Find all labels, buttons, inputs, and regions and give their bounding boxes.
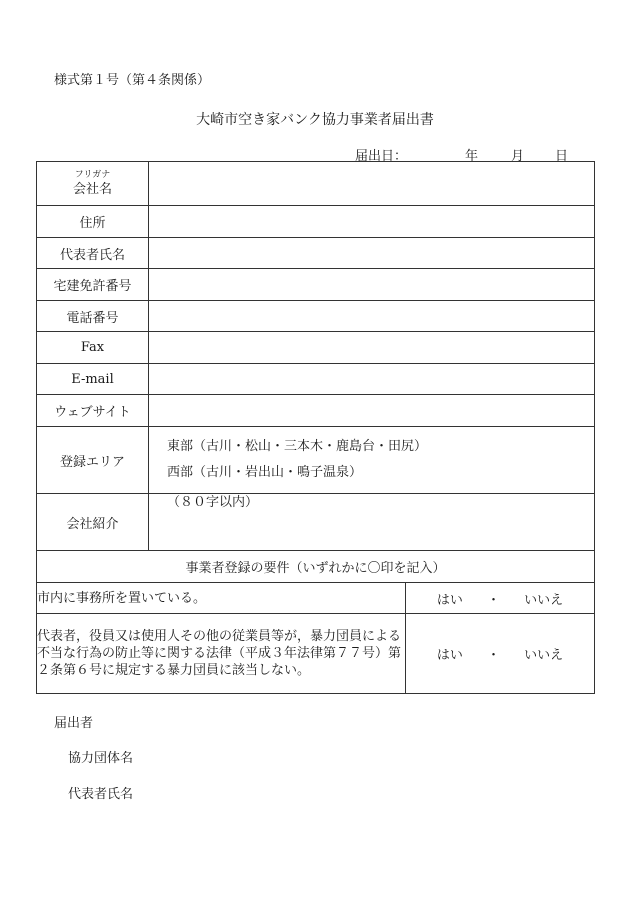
email-label: E-mail xyxy=(37,364,149,395)
answer-separator: ・ xyxy=(486,592,500,608)
day-label: 日 xyxy=(555,149,569,164)
area-east-option[interactable]: 東部（古川・松山・三本木・鹿島台・田尻） xyxy=(167,439,428,454)
company-name-label: 会社名 xyxy=(72,182,112,197)
requirements-header: 事業者登録の要件（いずれかに〇印を記入） xyxy=(37,551,595,583)
answer-no[interactable]: いいえ xyxy=(524,592,564,608)
fax-field[interactable] xyxy=(149,332,595,364)
fax-label: Fax xyxy=(37,332,149,364)
answer-separator: ・ xyxy=(486,648,500,663)
address-label: 住所 xyxy=(37,206,149,238)
area-west-option[interactable]: 西部（古川・岩出山・鳴子温泉） xyxy=(167,465,363,480)
area-options xyxy=(149,427,595,494)
requirement-office-text: 市内に事務所を置いている。 xyxy=(37,583,406,614)
year-label: 年 xyxy=(465,149,479,164)
phone-label: 電話番号 xyxy=(37,301,149,332)
form-number: 様式第１号（第４条関係） xyxy=(54,73,211,88)
phone-field[interactable] xyxy=(149,301,595,332)
website-field[interactable] xyxy=(149,395,595,427)
requirement-antisocial-answer[interactable] xyxy=(406,614,595,694)
requirement-office-answer[interactable] xyxy=(406,583,595,614)
company-name-label-cell xyxy=(37,162,149,206)
answer-yes[interactable]: はい xyxy=(436,648,463,663)
license-number-label: 宅建免許番号 xyxy=(37,269,149,301)
registration-form-table xyxy=(36,161,595,694)
representative-field[interactable] xyxy=(149,238,595,269)
intro-length-note: （８０字以内） xyxy=(167,494,259,510)
document-title: 大崎市空き家バンク協力事業者届出書 xyxy=(196,112,434,128)
license-number-field[interactable] xyxy=(149,269,595,301)
answer-no[interactable]: いいえ xyxy=(524,648,564,663)
submitter-representative-label: 代表者氏名 xyxy=(68,787,134,802)
submitter-label: 届出者 xyxy=(54,716,94,731)
email-field[interactable] xyxy=(149,364,595,395)
furigana-label: フリガナ xyxy=(74,170,111,180)
company-intro-field[interactable] xyxy=(149,494,595,551)
website-label: ウェブサイト xyxy=(37,395,149,427)
answer-yes[interactable]: はい xyxy=(436,592,463,608)
company-intro-label: 会社紹介 xyxy=(37,494,149,551)
address-field[interactable] xyxy=(149,206,595,238)
area-label: 登録エリア xyxy=(37,427,149,494)
organization-name-label: 協力団体名 xyxy=(68,751,134,766)
representative-label: 代表者氏名 xyxy=(37,238,149,269)
company-name-field[interactable] xyxy=(149,162,595,206)
month-label: 月 xyxy=(511,149,525,164)
requirement-antisocial-text: 代表者，役員又は使用人その他の従業員等が，暴力団員による不当な行為の防止等に関する法律（平成３年法律第７７号）第２条第６号に規定する暴力団員に該当しない。 xyxy=(37,614,406,694)
date-label: 届出日： xyxy=(355,149,408,164)
